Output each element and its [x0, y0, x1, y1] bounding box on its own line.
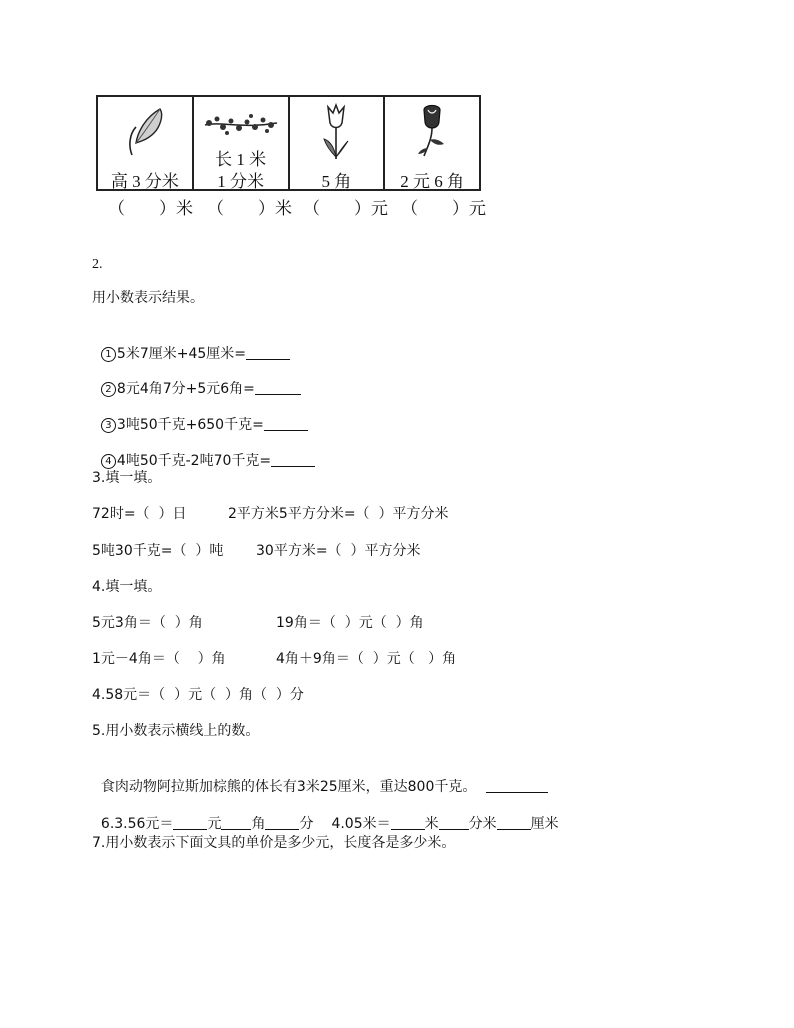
q2-item-2 — [92, 362, 301, 398]
q5-title: 5.用小数表示横线上的数。 — [92, 723, 260, 739]
q5-text-line — [92, 760, 548, 796]
q2-instruction: 用小数表示结果。 — [92, 290, 204, 306]
answer-line[interactable] — [173, 815, 207, 830]
circled-number: 1 — [101, 347, 116, 362]
q4-row-2b: 4角＋9角＝（ ）元（ ）角 — [276, 651, 457, 667]
feather-leaf-icon — [120, 103, 170, 159]
answer-line[interactable] — [246, 345, 290, 360]
circled-number: 4 — [101, 454, 116, 469]
q2-item-text: 8元4角7分+5元6角= — [116, 381, 255, 397]
q3-row-2a: 5吨30千克=（ ）吨 — [92, 543, 224, 559]
answer-line[interactable] — [265, 815, 299, 830]
picture-label-1: 高 3 分米 — [110, 172, 179, 191]
answer-line[interactable] — [221, 815, 251, 830]
picture-label-2a: 长 1 米 — [215, 150, 267, 169]
answer-line[interactable] — [264, 416, 308, 431]
q2-item-4 — [92, 434, 315, 470]
unit-fen: 分 — [299, 816, 314, 832]
unit-limi: 厘米 — [530, 816, 559, 832]
q3-title: 3.填一填。 — [92, 470, 162, 486]
q2-number: 2. — [92, 257, 103, 272]
flower-branch-icon — [201, 111, 281, 141]
q3-row-1b: 2平方米5平方分米=（ ）平方分米 — [228, 506, 449, 522]
picture-cell-2 — [194, 97, 290, 189]
q6-part1-prefix: 6.3.56元＝ — [100, 816, 174, 832]
unit-yuan: 元 — [207, 816, 222, 832]
answer-line[interactable] — [271, 452, 315, 467]
answer-line[interactable] — [391, 815, 425, 830]
q4-row-1b: 19角＝（ ）元（ ）角 — [276, 615, 424, 631]
q6-part2-prefix: 4.05米＝ — [331, 816, 391, 832]
unit-mi: 米 — [424, 816, 439, 832]
answer-blank-2[interactable]: （ ）米 — [207, 199, 292, 218]
answer-line[interactable] — [439, 815, 469, 830]
q2-item-text: 3吨50千克+650千克= — [116, 417, 264, 433]
q2-item-text: 4吨50千克-2吨70千克= — [116, 453, 272, 469]
picture-cell-3 — [290, 97, 386, 189]
q2-item-1 — [92, 327, 290, 363]
tulip-icon — [316, 101, 356, 161]
circled-number: 2 — [101, 382, 116, 397]
q4-row-3: 4.58元＝（ ）元（ ）角（ ）分 — [92, 687, 304, 703]
q5-text: 食肉动物阿拉斯加棕熊的体长有3米25厘米，重达800千克。 — [100, 779, 477, 795]
picture-cell-4 — [385, 97, 479, 189]
circled-number: 3 — [101, 418, 116, 433]
q3-row-1a: 72时=（ ）日 — [92, 506, 187, 522]
picture-table — [96, 95, 481, 191]
answer-blank-4[interactable]: （ ）元 — [401, 199, 486, 218]
q6-line — [92, 797, 559, 833]
picture-label-4: 2 元 6 角 — [400, 172, 464, 191]
answer-blank-1[interactable]: （ ）米 — [108, 199, 193, 218]
q4-title: 4.填一填。 — [92, 579, 162, 595]
unit-fenmi: 分米 — [468, 816, 497, 832]
answer-line[interactable] — [486, 778, 548, 793]
picture-label-3: 5 角 — [321, 172, 352, 191]
answer-blank-3[interactable]: （ ）元 — [303, 199, 388, 218]
q7-title: 7.用小数表示下面文具的单价是多少元，长度各是多少米。 — [92, 835, 456, 851]
q2-item-3 — [92, 398, 308, 434]
picture-cell-1 — [98, 97, 194, 189]
q3-row-2b: 30平方米=（ ）平方分米 — [256, 543, 421, 559]
q4-row-2a: 1元－4角＝（ ）角 — [92, 651, 226, 667]
q2-item-text: 5米7厘米+45厘米= — [116, 346, 246, 362]
answer-line[interactable] — [255, 380, 301, 395]
answer-line[interactable] — [497, 815, 531, 830]
rose-icon — [412, 100, 452, 162]
unit-jiao: 角 — [251, 816, 266, 832]
q4-row-1a: 5元3角＝（ ）角 — [92, 615, 203, 631]
picture-label-2b: 1 分米 — [217, 172, 264, 191]
